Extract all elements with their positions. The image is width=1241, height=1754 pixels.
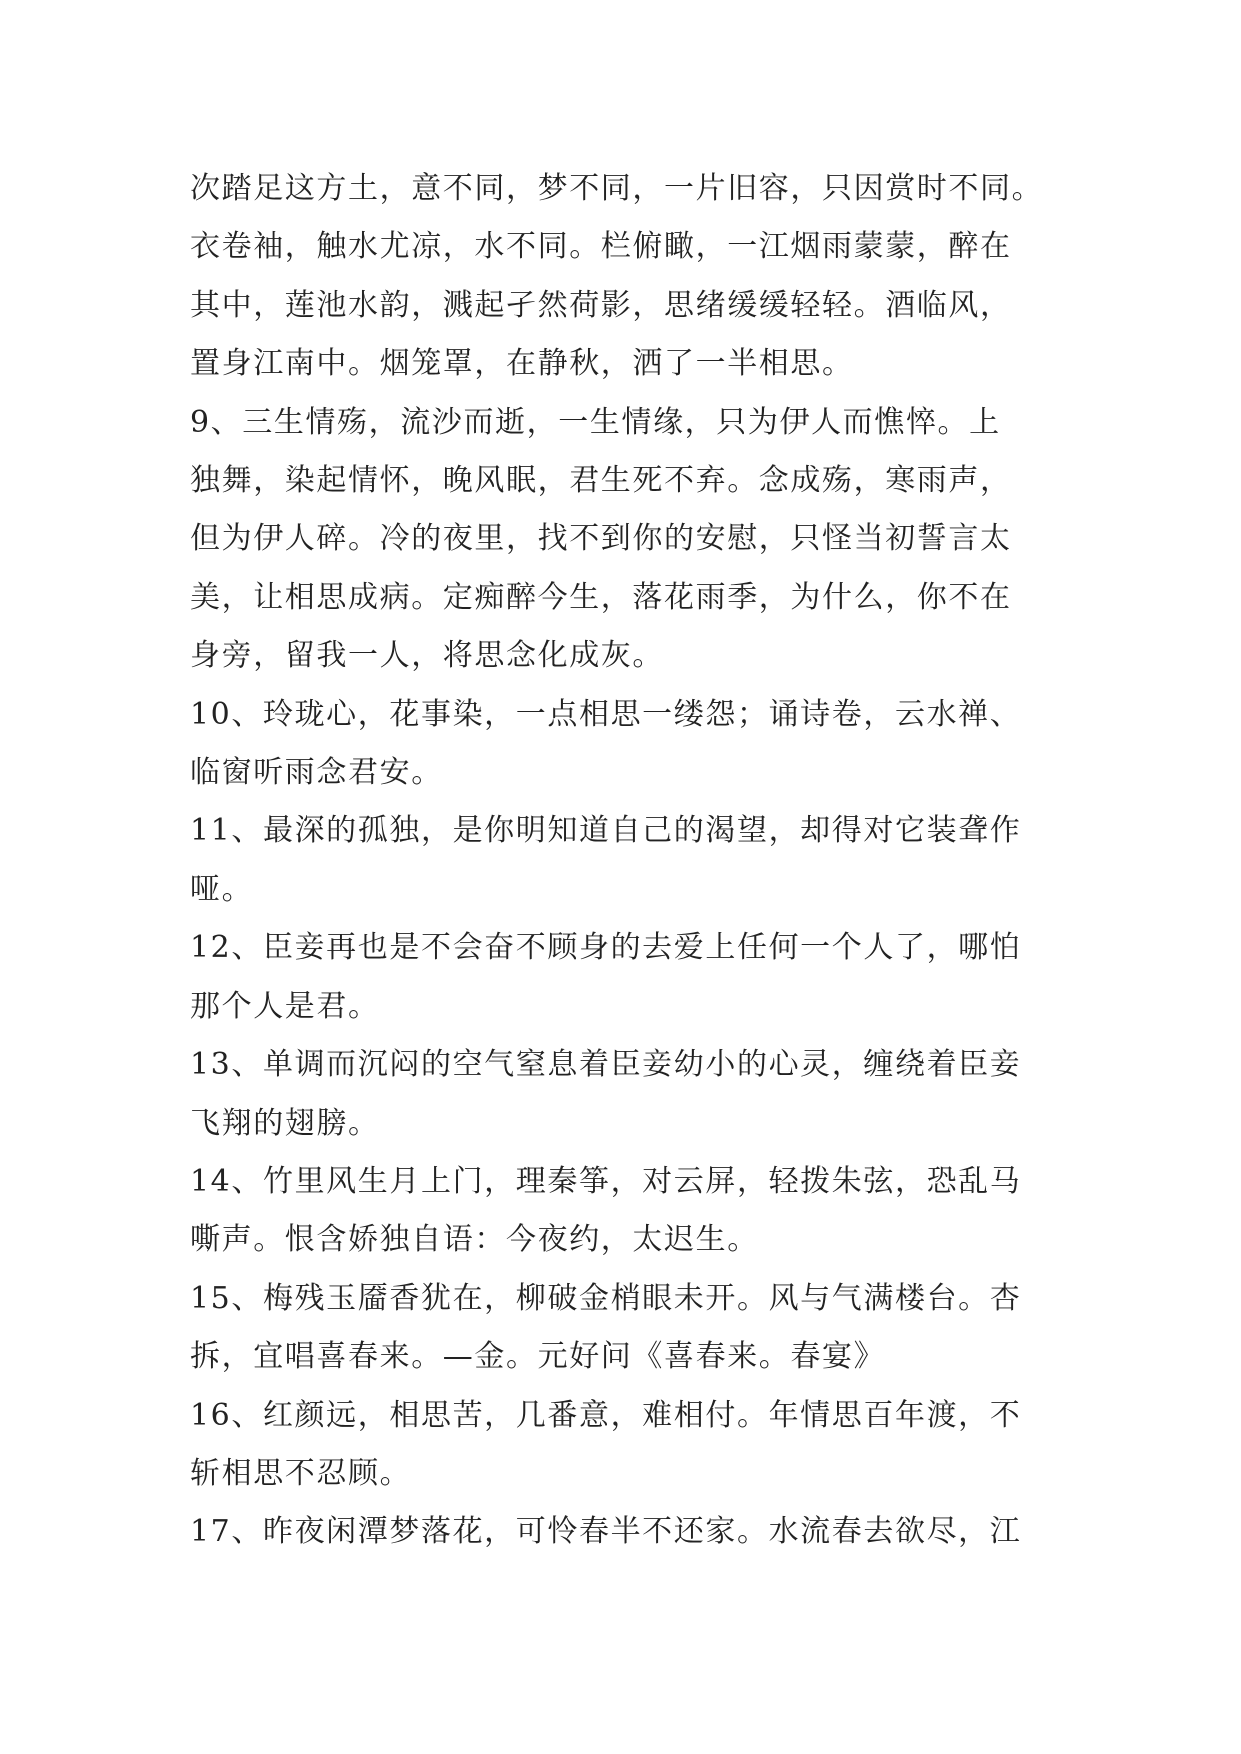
text-line: 嘶声。恨含娇独自语：今夜约，太迟生。 — [190, 1222, 759, 1258]
document-body — [190, 160, 1070, 1562]
text-line: 那个人是君。 — [190, 988, 380, 1024]
text-line: 哑。 — [190, 871, 254, 907]
text-line: 10、玲珑心，花事染，一点相思一缕怨；诵诗卷，云水禅、 — [190, 696, 1022, 732]
text-line: 但为伊人碎。冷的夜里，找不到你的安慰，只怪当初誓言太 — [190, 521, 1012, 557]
text-line: 16、红颜远，相思苦，几番意，难相付。年情思百年渡，不 — [190, 1397, 1022, 1433]
text-line: 置身江南中。烟笼罩，在静秋，洒了一半相思。 — [190, 346, 854, 382]
text-line: 9、三生情殇，流沙而逝，一生情缘，只为伊人而憔悴。上 — [190, 404, 1001, 440]
text-line: 13、单调而沉闷的空气窒息着臣妾幼小的心灵，缠绕着臣妾 — [190, 1047, 1022, 1083]
text-line: 美，让相思成病。定痴醉今生，落花雨季，为什么，你不在 — [190, 579, 1012, 615]
text-line: 11、最深的孤独，是你明知道自己的渴望，却得对它装聋作 — [190, 813, 1022, 849]
text-line: 15、梅残玉靥香犹在，柳破金梢眼未开。风与气满楼台。杏 — [190, 1280, 1022, 1316]
text-line: 斩相思不忍顾。 — [190, 1455, 412, 1491]
text-line: 拆，宜唱喜春来。—金。元好问《喜春来。春宴》 — [190, 1339, 886, 1375]
text-line: 衣卷袖，触水尤凉，水不同。栏俯瞰，一江烟雨蒙蒙，醉在 — [190, 229, 1012, 265]
text-line: 飞翔的翅膀。 — [190, 1105, 380, 1141]
text-line: 临窗听雨念君安。 — [190, 755, 443, 791]
text-line: 其中，莲池水韵，溅起孑然荷影，思绪缓缓轻轻。酒临风， — [190, 287, 1012, 323]
text-line: 次踏足这方土，意不同，梦不同，一片旧容，只因赏时不同。 — [190, 171, 1044, 206]
text-line: 独舞，染起情怀，晚风眠，君生死不弃。念成殇，寒雨声， — [190, 463, 1012, 499]
text-line: 12、臣妾再也是不会奋不顾身的去爱上任何一个人了，哪怕 — [190, 930, 1022, 966]
text-line: 17、昨夜闲潭梦落花，可怜春半不还家。水流春去欲尽，江 — [190, 1514, 1022, 1550]
text-line: 身旁，留我一人，将思念化成灰。 — [190, 638, 664, 674]
text-line: 14、竹里风生月上门，理秦筝，对云屏，轻拨朱弦，恐乱马 — [190, 1163, 1022, 1199]
